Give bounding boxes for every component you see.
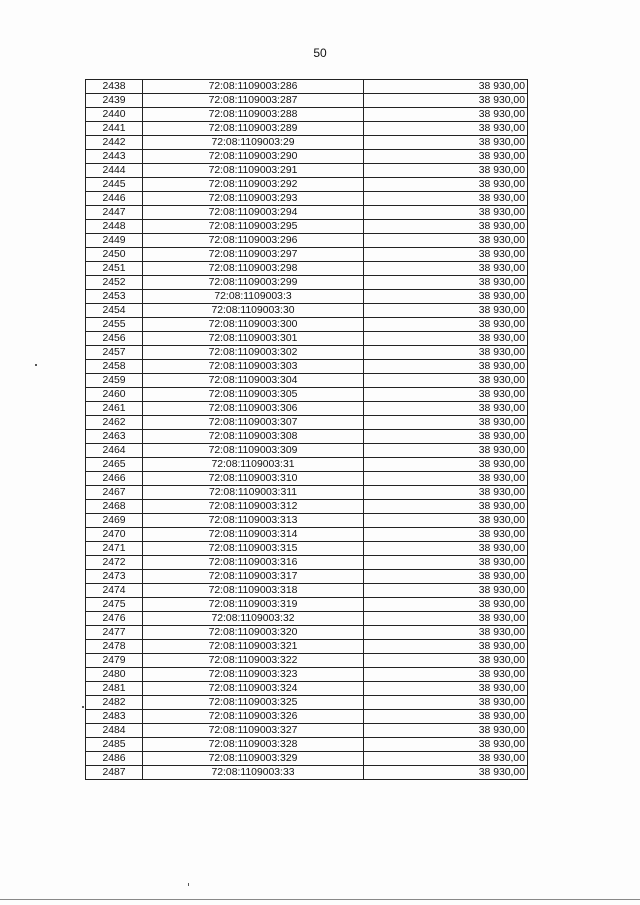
row-number-cell: 2469 — [86, 514, 143, 528]
amount-cell: 38 930,00 — [364, 430, 528, 444]
cadastral-number-cell: 72:08:1109003:319 — [143, 598, 364, 612]
cadastral-number-cell: 72:08:1109003:312 — [143, 500, 364, 514]
cadastral-number-cell: 72:08:1109003:288 — [143, 108, 364, 122]
amount-cell: 38 930,00 — [364, 206, 528, 220]
cadastral-number-cell: 72:08:1109003:291 — [143, 164, 364, 178]
table-row — [86, 500, 528, 514]
amount-cell: 38 930,00 — [364, 570, 528, 584]
amount-cell: 38 930,00 — [364, 416, 528, 430]
table-row — [86, 458, 528, 472]
row-number-cell: 2457 — [86, 346, 143, 360]
cadastral-number-cell: 72:08:1109003:303 — [143, 360, 364, 374]
amount-cell: 38 930,00 — [364, 178, 528, 192]
table-row — [86, 276, 528, 290]
table-row — [86, 262, 528, 276]
table-row — [86, 360, 528, 374]
amount-cell: 38 930,00 — [364, 766, 528, 780]
row-number-cell: 2460 — [86, 388, 143, 402]
table-row — [86, 710, 528, 724]
cadastral-number-cell: 72:08:1109003:296 — [143, 234, 364, 248]
table-row — [86, 612, 528, 626]
table-row — [86, 122, 528, 136]
table-row — [86, 556, 528, 570]
row-number-cell: 2454 — [86, 304, 143, 318]
table-row — [86, 206, 528, 220]
row-number-cell: 2481 — [86, 682, 143, 696]
cadastral-number-cell: 72:08:1109003:316 — [143, 556, 364, 570]
row-number-cell: 2445 — [86, 178, 143, 192]
table-row — [86, 318, 528, 332]
table-row — [86, 346, 528, 360]
amount-cell: 38 930,00 — [364, 472, 528, 486]
cadastral-number-cell: 72:08:1109003:32 — [143, 612, 364, 626]
amount-cell: 38 930,00 — [364, 276, 528, 290]
table-row — [86, 94, 528, 108]
row-number-cell: 2472 — [86, 556, 143, 570]
table-row — [86, 192, 528, 206]
amount-cell: 38 930,00 — [364, 220, 528, 234]
amount-cell: 38 930,00 — [364, 234, 528, 248]
table-row — [86, 444, 528, 458]
amount-cell: 38 930,00 — [364, 136, 528, 150]
row-number-cell: 2479 — [86, 654, 143, 668]
table-row — [86, 472, 528, 486]
table-row — [86, 248, 528, 262]
amount-cell: 38 930,00 — [364, 388, 528, 402]
table-row — [86, 570, 528, 584]
cadastral-number-cell: 72:08:1109003:317 — [143, 570, 364, 584]
cadastral-number-cell: 72:08:1109003:302 — [143, 346, 364, 360]
table-row — [86, 220, 528, 234]
row-number-cell: 2487 — [86, 766, 143, 780]
cadastral-number-cell: 72:08:1109003:328 — [143, 738, 364, 752]
table-row — [86, 696, 528, 710]
table-row — [86, 374, 528, 388]
amount-cell: 38 930,00 — [364, 710, 528, 724]
cadastral-number-cell: 72:08:1109003:313 — [143, 514, 364, 528]
amount-cell: 38 930,00 — [364, 122, 528, 136]
amount-cell: 38 930,00 — [364, 500, 528, 514]
amount-cell: 38 930,00 — [364, 374, 528, 388]
cadastral-number-cell: 72:08:1109003:286 — [143, 80, 364, 94]
amount-cell: 38 930,00 — [364, 108, 528, 122]
scan-speck — [188, 883, 189, 886]
table-row — [86, 178, 528, 192]
cadastral-number-cell: 72:08:1109003:318 — [143, 584, 364, 598]
cadastral-number-cell: 72:08:1109003:310 — [143, 472, 364, 486]
cadastral-number-cell: 72:08:1109003:320 — [143, 626, 364, 640]
cadastral-number-cell: 72:08:1109003:329 — [143, 752, 364, 766]
amount-cell: 38 930,00 — [364, 598, 528, 612]
cadastral-number-cell: 72:08:1109003:327 — [143, 724, 364, 738]
scan-speck — [35, 364, 37, 366]
cadastral-number-cell: 72:08:1109003:3 — [143, 290, 364, 304]
cadastral-number-cell: 72:08:1109003:322 — [143, 654, 364, 668]
row-number-cell: 2465 — [86, 458, 143, 472]
cadastral-number-cell: 72:08:1109003:299 — [143, 276, 364, 290]
amount-cell: 38 930,00 — [364, 458, 528, 472]
table-row — [86, 598, 528, 612]
table-row — [86, 150, 528, 164]
row-number-cell: 2477 — [86, 626, 143, 640]
row-number-cell: 2456 — [86, 332, 143, 346]
cadastral-number-cell: 72:08:1109003:321 — [143, 640, 364, 654]
amount-cell: 38 930,00 — [364, 290, 528, 304]
cadastral-number-cell: 72:08:1109003:31 — [143, 458, 364, 472]
amount-cell: 38 930,00 — [364, 668, 528, 682]
table-row — [86, 738, 528, 752]
row-number-cell: 2458 — [86, 360, 143, 374]
row-number-cell: 2444 — [86, 164, 143, 178]
row-number-cell: 2464 — [86, 444, 143, 458]
table-row — [86, 416, 528, 430]
amount-cell: 38 930,00 — [364, 332, 528, 346]
cadastral-number-cell: 72:08:1109003:323 — [143, 668, 364, 682]
row-number-cell: 2483 — [86, 710, 143, 724]
amount-cell: 38 930,00 — [364, 640, 528, 654]
row-number-cell: 2471 — [86, 542, 143, 556]
row-number-cell: 2475 — [86, 598, 143, 612]
amount-cell: 38 930,00 — [364, 654, 528, 668]
amount-cell: 38 930,00 — [364, 346, 528, 360]
table-row — [86, 164, 528, 178]
cadastral-number-cell: 72:08:1109003:306 — [143, 402, 364, 416]
cadastral-number-cell: 72:08:1109003:325 — [143, 696, 364, 710]
amount-cell: 38 930,00 — [364, 584, 528, 598]
amount-cell: 38 930,00 — [364, 444, 528, 458]
amount-cell: 38 930,00 — [364, 752, 528, 766]
row-number-cell: 2480 — [86, 668, 143, 682]
cadastral-number-cell: 72:08:1109003:293 — [143, 192, 364, 206]
cadastral-number-cell: 72:08:1109003:290 — [143, 150, 364, 164]
scan-edge-line — [0, 899, 640, 900]
amount-cell: 38 930,00 — [364, 164, 528, 178]
table-row — [86, 290, 528, 304]
amount-cell: 38 930,00 — [364, 402, 528, 416]
row-number-cell: 2486 — [86, 752, 143, 766]
cadastral-number-cell: 72:08:1109003:305 — [143, 388, 364, 402]
table-row — [86, 640, 528, 654]
row-number-cell: 2443 — [86, 150, 143, 164]
row-number-cell: 2440 — [86, 108, 143, 122]
cadastral-number-cell: 72:08:1109003:326 — [143, 710, 364, 724]
row-number-cell: 2448 — [86, 220, 143, 234]
amount-cell: 38 930,00 — [364, 724, 528, 738]
table-row — [86, 486, 528, 500]
row-number-cell: 2485 — [86, 738, 143, 752]
amount-cell: 38 930,00 — [364, 262, 528, 276]
amount-cell: 38 930,00 — [364, 486, 528, 500]
amount-cell: 38 930,00 — [364, 626, 528, 640]
row-number-cell: 2441 — [86, 122, 143, 136]
cadastral-number-cell: 72:08:1109003:314 — [143, 528, 364, 542]
table-row — [86, 514, 528, 528]
amount-cell: 38 930,00 — [364, 80, 528, 94]
table-row — [86, 682, 528, 696]
cadastral-number-cell: 72:08:1109003:304 — [143, 374, 364, 388]
cadastral-number-cell: 72:08:1109003:30 — [143, 304, 364, 318]
row-number-cell: 2482 — [86, 696, 143, 710]
table-row — [86, 668, 528, 682]
row-number-cell: 2461 — [86, 402, 143, 416]
page-number: 50 — [313, 46, 327, 60]
table-row — [86, 542, 528, 556]
row-number-cell: 2451 — [86, 262, 143, 276]
amount-cell: 38 930,00 — [364, 192, 528, 206]
table-row — [86, 136, 528, 150]
row-number-cell: 2474 — [86, 584, 143, 598]
table-row — [86, 108, 528, 122]
amount-cell: 38 930,00 — [364, 542, 528, 556]
cadastral-number-cell: 72:08:1109003:307 — [143, 416, 364, 430]
table-row — [86, 332, 528, 346]
table-row — [86, 626, 528, 640]
row-number-cell: 2449 — [86, 234, 143, 248]
row-number-cell: 2473 — [86, 570, 143, 584]
row-number-cell: 2439 — [86, 94, 143, 108]
row-number-cell: 2452 — [86, 276, 143, 290]
row-number-cell: 2455 — [86, 318, 143, 332]
amount-cell: 38 930,00 — [364, 612, 528, 626]
table-row — [86, 80, 528, 94]
amount-cell: 38 930,00 — [364, 556, 528, 570]
cadastral-number-cell: 72:08:1109003:29 — [143, 136, 364, 150]
amount-cell: 38 930,00 — [364, 94, 528, 108]
row-number-cell: 2467 — [86, 486, 143, 500]
table-body — [86, 80, 528, 780]
table-row — [86, 234, 528, 248]
amount-cell: 38 930,00 — [364, 528, 528, 542]
cadastral-number-cell: 72:08:1109003:289 — [143, 122, 364, 136]
row-number-cell: 2468 — [86, 500, 143, 514]
table-row — [86, 584, 528, 598]
cadastral-number-cell: 72:08:1109003:33 — [143, 766, 364, 780]
amount-cell: 38 930,00 — [364, 318, 528, 332]
amount-cell: 38 930,00 — [364, 304, 528, 318]
table-row — [86, 430, 528, 444]
row-number-cell: 2450 — [86, 248, 143, 262]
cadastral-number-cell: 72:08:1109003:295 — [143, 220, 364, 234]
row-number-cell: 2466 — [86, 472, 143, 486]
table-row — [86, 388, 528, 402]
row-number-cell: 2459 — [86, 374, 143, 388]
scan-speck — [82, 706, 84, 708]
cadastral-number-cell: 72:08:1109003:315 — [143, 542, 364, 556]
row-number-cell: 2478 — [86, 640, 143, 654]
amount-cell: 38 930,00 — [364, 696, 528, 710]
row-number-cell: 2447 — [86, 206, 143, 220]
cadastral-number-cell: 72:08:1109003:308 — [143, 430, 364, 444]
table-row — [86, 304, 528, 318]
row-number-cell: 2446 — [86, 192, 143, 206]
cadastral-number-cell: 72:08:1109003:309 — [143, 444, 364, 458]
cadastral-number-cell: 72:08:1109003:287 — [143, 94, 364, 108]
cadastral-number-cell: 72:08:1109003:292 — [143, 178, 364, 192]
table-row — [86, 766, 528, 780]
cadastral-table — [85, 79, 528, 780]
row-number-cell: 2484 — [86, 724, 143, 738]
amount-cell: 38 930,00 — [364, 360, 528, 374]
cadastral-number-cell: 72:08:1109003:300 — [143, 318, 364, 332]
row-number-cell: 2476 — [86, 612, 143, 626]
cadastral-number-cell: 72:08:1109003:297 — [143, 248, 364, 262]
cadastral-number-cell: 72:08:1109003:298 — [143, 262, 364, 276]
row-number-cell: 2442 — [86, 136, 143, 150]
cadastral-number-cell: 72:08:1109003:294 — [143, 206, 364, 220]
amount-cell: 38 930,00 — [364, 514, 528, 528]
amount-cell: 38 930,00 — [364, 150, 528, 164]
table-row — [86, 654, 528, 668]
row-number-cell: 2470 — [86, 528, 143, 542]
amount-cell: 38 930,00 — [364, 682, 528, 696]
table-row — [86, 528, 528, 542]
row-number-cell: 2462 — [86, 416, 143, 430]
amount-cell: 38 930,00 — [364, 738, 528, 752]
table-row — [86, 724, 528, 738]
row-number-cell: 2438 — [86, 80, 143, 94]
row-number-cell: 2453 — [86, 290, 143, 304]
cadastral-number-cell: 72:08:1109003:324 — [143, 682, 364, 696]
table-row — [86, 752, 528, 766]
cadastral-number-cell: 72:08:1109003:311 — [143, 486, 364, 500]
row-number-cell: 2463 — [86, 430, 143, 444]
amount-cell: 38 930,00 — [364, 248, 528, 262]
table-row — [86, 402, 528, 416]
cadastral-number-cell: 72:08:1109003:301 — [143, 332, 364, 346]
